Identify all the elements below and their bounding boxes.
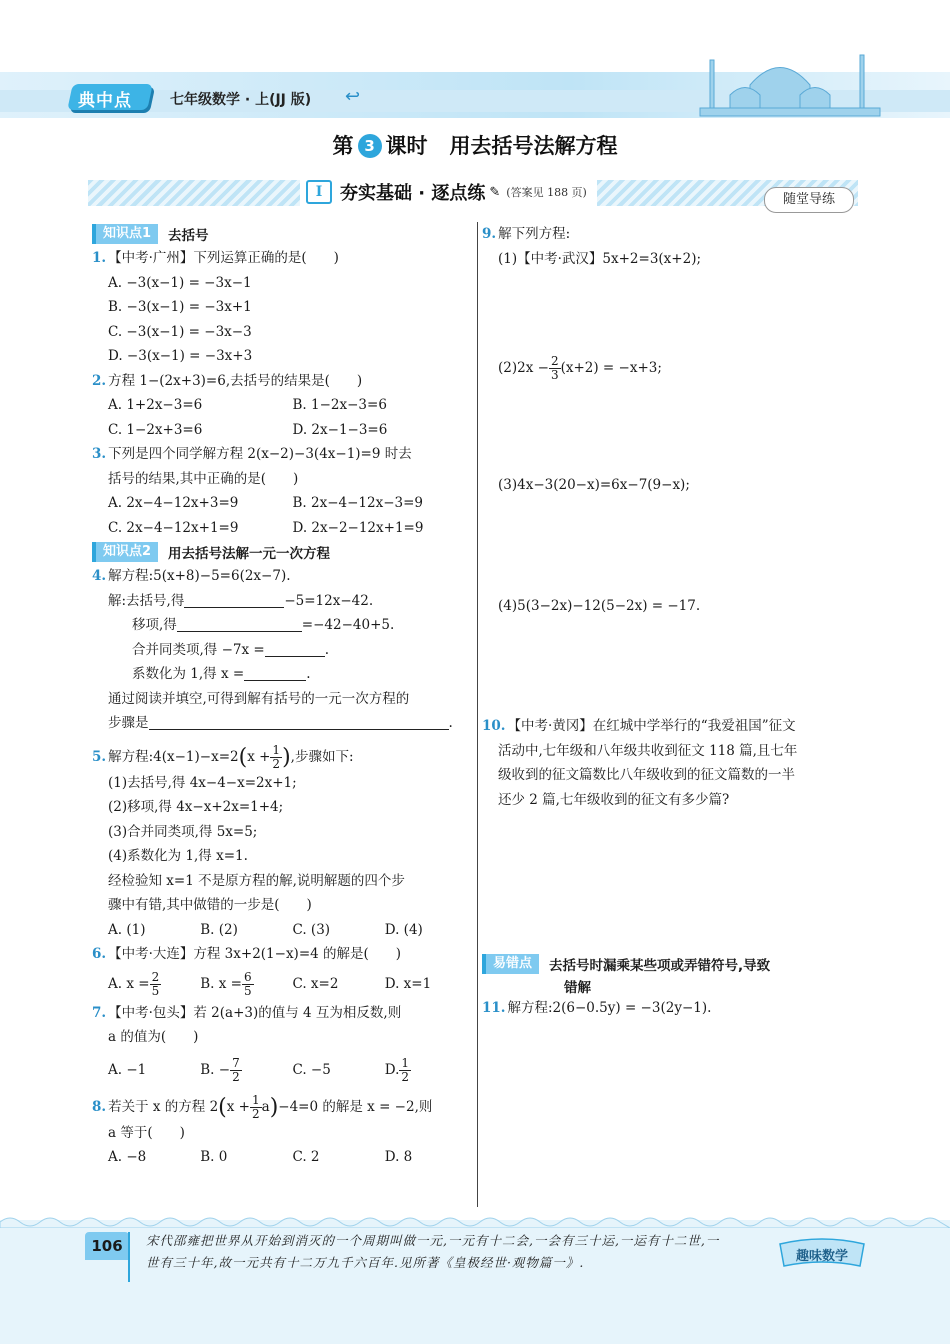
question-6 bbox=[92, 942, 477, 1001]
kp-badge: 知识点1 bbox=[92, 224, 158, 244]
option[interactable]: C. −5 bbox=[292, 1061, 331, 1078]
mosque-skyline-icon bbox=[690, 40, 890, 118]
option[interactable]: D. $\frac{1}{2}$ bbox=[384, 1055, 410, 1084]
solution-step: (2)移项,得 4x−x+2x=1+4; bbox=[108, 799, 284, 815]
guide-badge[interactable]: 随堂导练 bbox=[764, 187, 854, 213]
option[interactable]: D. (4) bbox=[384, 921, 423, 938]
question-note: 骤中有错,其中做错的一步是( ) bbox=[108, 897, 312, 913]
sub-question: (3)4x−3(20−x)=6x−7(9−x); bbox=[498, 477, 690, 493]
section-header bbox=[300, 178, 597, 206]
option[interactable]: D. −3(x−1) = −3x+3 bbox=[108, 348, 253, 364]
kp-badge: 知识点2 bbox=[92, 542, 158, 562]
question-stem-cont: 括号的结果,其中正确的是( ) bbox=[108, 470, 299, 487]
question-stem-cont: a 等于( ) bbox=[108, 1124, 185, 1141]
return-arrow-icon: ↩ bbox=[345, 86, 361, 107]
answer-space[interactable] bbox=[482, 498, 862, 594]
question-stem: ,步骤如下: bbox=[290, 748, 354, 765]
question-stem: 下列是四个同学解方程 2(x−2)−3(4x−1)=9 时去 bbox=[108, 446, 412, 462]
question-stem-cont: a 的值为( ) bbox=[108, 1029, 199, 1045]
option[interactable]: A. −8 bbox=[108, 1149, 147, 1165]
question-stem: 【中考·黄冈】在红城中学举行的“我爱祖国”征文 bbox=[507, 718, 796, 734]
answer-space[interactable] bbox=[482, 271, 862, 351]
lesson-suffix: 课时 bbox=[385, 134, 428, 158]
option[interactable]: B. 0 bbox=[200, 1149, 228, 1165]
question-2 bbox=[92, 369, 477, 443]
footer-wave bbox=[0, 1212, 950, 1228]
question-number: 1. bbox=[92, 250, 107, 266]
pencil-icon: ✎ bbox=[489, 184, 501, 200]
option[interactable]: D. x=1 bbox=[384, 975, 432, 992]
question-8: 8. 若关于 x 的方程 2(x + $\frac{1}{2}$ a)−4=0 的解是 x = −2,则 a 等于( ) A. −8 B. 0 C. 2 D. 8 bbox=[92, 1094, 477, 1170]
option[interactable]: A. x = $\frac{2}{5}$ bbox=[108, 969, 160, 998]
answer-blank[interactable] bbox=[177, 615, 302, 632]
question-number: 4. bbox=[92, 568, 107, 584]
page-number-rule bbox=[128, 1232, 130, 1282]
common-error-point bbox=[482, 954, 862, 996]
question-stem: x + bbox=[247, 748, 271, 765]
option[interactable]: D. 2x−1−3=6 bbox=[292, 421, 388, 438]
step-text: 合并同类项,得 −7x = bbox=[132, 641, 265, 658]
question-10 bbox=[482, 714, 862, 952]
question-number: 6. bbox=[92, 946, 107, 962]
fraction: $\frac{1}{2}$ bbox=[272, 742, 281, 771]
sub-question: (1)【中考·武汉】5x+2=3(x+2); bbox=[498, 250, 702, 267]
option[interactable]: A. (1) bbox=[108, 921, 146, 938]
question-stem: 解方程:5(x+8)−5=6(2x−7). bbox=[108, 568, 291, 584]
question-stem: 【中考·大连】方程 3x+2(1−x)=4 的解是( ) bbox=[108, 946, 402, 962]
question-note: 经检验知 x=1 不是原方程的解,说明解题的四个步 bbox=[108, 872, 405, 889]
option[interactable]: A. 2x−4−12x+3=9 bbox=[108, 495, 239, 511]
page-number: 106 bbox=[85, 1232, 129, 1260]
step-text: −5=12x−42. bbox=[284, 592, 374, 609]
answer-space[interactable] bbox=[482, 812, 862, 952]
right-column bbox=[482, 222, 862, 1021]
answer-blank[interactable] bbox=[244, 664, 306, 681]
step-text: =−42−40+5. bbox=[301, 617, 395, 633]
question-number: 11. bbox=[482, 1000, 506, 1016]
question-stem: 若关于 x 的方程 2 bbox=[108, 1098, 219, 1115]
answer-blank[interactable] bbox=[265, 640, 325, 657]
lesson-number-badge: 3 bbox=[358, 134, 382, 158]
step-text: 移项,得 bbox=[132, 617, 177, 633]
question-number: 9. bbox=[482, 226, 497, 242]
question-4 bbox=[92, 564, 477, 736]
question-stem: 解方程:4(x−1)−x=2 bbox=[108, 748, 239, 765]
option[interactable]: D. 2x−2−12x+1=9 bbox=[292, 519, 424, 536]
lesson-name: 用去括号法解方程 bbox=[449, 134, 618, 158]
sub-question: (4)5(3−2x)−12(5−2x) = −17. bbox=[498, 597, 701, 614]
question-stem-cont: 级收到的征文篇数比八年级收到的征文篇数的一半 bbox=[498, 767, 795, 783]
question-number: 5. bbox=[92, 748, 107, 765]
error-badge: 易错点 bbox=[482, 954, 539, 974]
step-text: 解:去括号,得 bbox=[108, 592, 185, 609]
kp-title: 用去括号法解一元一次方程 bbox=[168, 546, 331, 562]
question-stem: 解下列方程: bbox=[498, 226, 571, 242]
option[interactable]: B. −3(x−1) = −3x+1 bbox=[108, 299, 252, 315]
sub-question: (2)2x − $\frac{2}{3}$ (x+2) = −x+3; bbox=[498, 354, 662, 382]
option[interactable]: B. x = $\frac{6}{5}$ bbox=[200, 969, 252, 998]
knowledge-point-1 bbox=[92, 224, 477, 244]
option[interactable]: B. 1−2x−3=6 bbox=[292, 397, 387, 413]
question-9 bbox=[482, 222, 862, 714]
step-text: 步骤是 bbox=[108, 715, 149, 731]
section-title: 夯实基础 · 逐点练 bbox=[340, 183, 486, 204]
brand-name: 典中点 bbox=[78, 91, 132, 111]
question-stem-cont: 活动中,七年级和八年级共收到征文 118 篇,且七年 bbox=[498, 742, 798, 759]
option[interactable]: C. 2x−4−12x+1=9 bbox=[108, 519, 239, 536]
option[interactable]: A. 1+2x−3=6 bbox=[108, 397, 203, 413]
kp-title: 去括号 bbox=[168, 228, 209, 244]
answer-reference: (答案见 188 页) bbox=[506, 186, 587, 199]
question-number: 7. bbox=[92, 1004, 107, 1021]
answer-space[interactable] bbox=[482, 385, 862, 473]
question-number: 10. bbox=[482, 718, 506, 734]
error-title: 去括号时漏乘某些项或弄错符号,导致 bbox=[549, 958, 771, 974]
option[interactable]: D. 8 bbox=[384, 1149, 413, 1165]
option[interactable]: C. x=2 bbox=[292, 975, 339, 992]
step-text: 系数化为 1,得 x = bbox=[132, 666, 245, 682]
solution-step: (1)去括号,得 4x−4−x=2x+1; bbox=[108, 774, 297, 791]
step-text: . bbox=[306, 666, 311, 682]
solution-step: (4)系数化为 1,得 x=1. bbox=[108, 848, 248, 864]
option[interactable]: A. −1 bbox=[108, 1061, 147, 1078]
question-number: 2. bbox=[92, 372, 107, 389]
knowledge-point-2 bbox=[92, 542, 477, 562]
answer-space[interactable] bbox=[482, 618, 862, 714]
option[interactable]: C. (3) bbox=[292, 921, 331, 938]
question-11 bbox=[482, 996, 862, 1021]
fun-fact-line: 世有三十年,故一元共有十二万九千六百年.见所著《皇极经世·观物篇一》. bbox=[146, 1255, 585, 1270]
question-1 bbox=[92, 246, 477, 369]
question-5: 5. 解方程:4(x−1)−x=2(x + $\frac{1}{2}$ ),步骤如下: (1)去括号,得 4x−4−x=2x+1; (2)移项,得 4x−x+2x=1+4; (3)合并同类项,得 5x=5; (4)系数化为 1,得 x=1. 经检验知 x=1 不是原方程的解,说明解题的四个步 骤中有错,其中做错的一步是( ) A. (1) B. (2) C. (3) D. (4) bbox=[92, 744, 477, 943]
answer-blank[interactable] bbox=[149, 713, 449, 730]
left-column bbox=[92, 222, 477, 1170]
option[interactable]: A. −3(x−1) = −3x−1 bbox=[108, 274, 252, 291]
lesson-title bbox=[0, 130, 950, 160]
option[interactable]: B. − $\frac{7}{2}$ bbox=[200, 1055, 240, 1084]
section-roman-numeral: Ⅰ bbox=[306, 180, 332, 204]
option[interactable]: C. 2 bbox=[292, 1149, 320, 1165]
solution-step: (3)合并同类项,得 5x=5; bbox=[108, 823, 258, 840]
option[interactable]: B. 2x−4−12x−3=9 bbox=[292, 495, 424, 511]
answer-blank[interactable] bbox=[184, 591, 284, 608]
step-text: 通过阅读并填空,可得到解有括号的一元一次方程的 bbox=[108, 690, 410, 707]
option[interactable]: C. 1−2x+3=6 bbox=[108, 421, 203, 438]
question-stem: 方程 1−(2x+3)=6,去括号的结果是( ) bbox=[108, 372, 363, 389]
question-7 bbox=[92, 1001, 477, 1090]
question-stem: 【中考·包头】若 2(a+3)的值与 4 互为相反数,则 bbox=[108, 1004, 402, 1021]
question-number: 8. bbox=[92, 1098, 107, 1115]
lesson-prefix: 第 bbox=[332, 134, 354, 158]
fun-fact-text bbox=[146, 1230, 766, 1274]
question-stem: 【中考·广州】下列运算正确的是( ) bbox=[108, 250, 339, 266]
question-stem: −4=0 的解是 x = −2,则 bbox=[278, 1098, 433, 1115]
error-title-cont: 错解 bbox=[564, 980, 591, 996]
step-text: . bbox=[448, 715, 453, 731]
option[interactable]: C. −3(x−1) = −3x−3 bbox=[108, 323, 252, 340]
fraction: $\frac{1}{2}$ bbox=[251, 1092, 260, 1121]
fun-fact-line: 宋代邵雍把世界从开始到消灭的一个周期叫做一元,一元有十二会,一会有三十运,一运有十二世,一 bbox=[146, 1233, 720, 1248]
question-number: 3. bbox=[92, 446, 107, 462]
question-3 bbox=[92, 442, 477, 540]
option[interactable]: B. (2) bbox=[200, 921, 238, 938]
question-stem-cont: 还少 2 篇,七年级收到的征文有多少篇? bbox=[498, 791, 730, 808]
question-stem: 解方程:2(6−0.5y) = −3(2y−1). bbox=[507, 1000, 712, 1016]
fun-math-label: 趣味数学 bbox=[795, 1249, 848, 1264]
column-divider bbox=[477, 222, 478, 1207]
book-title: 七年级数学 · 上(JJ 版) bbox=[170, 92, 312, 108]
fun-math-badge bbox=[776, 1236, 868, 1274]
step-text: . bbox=[324, 641, 329, 658]
